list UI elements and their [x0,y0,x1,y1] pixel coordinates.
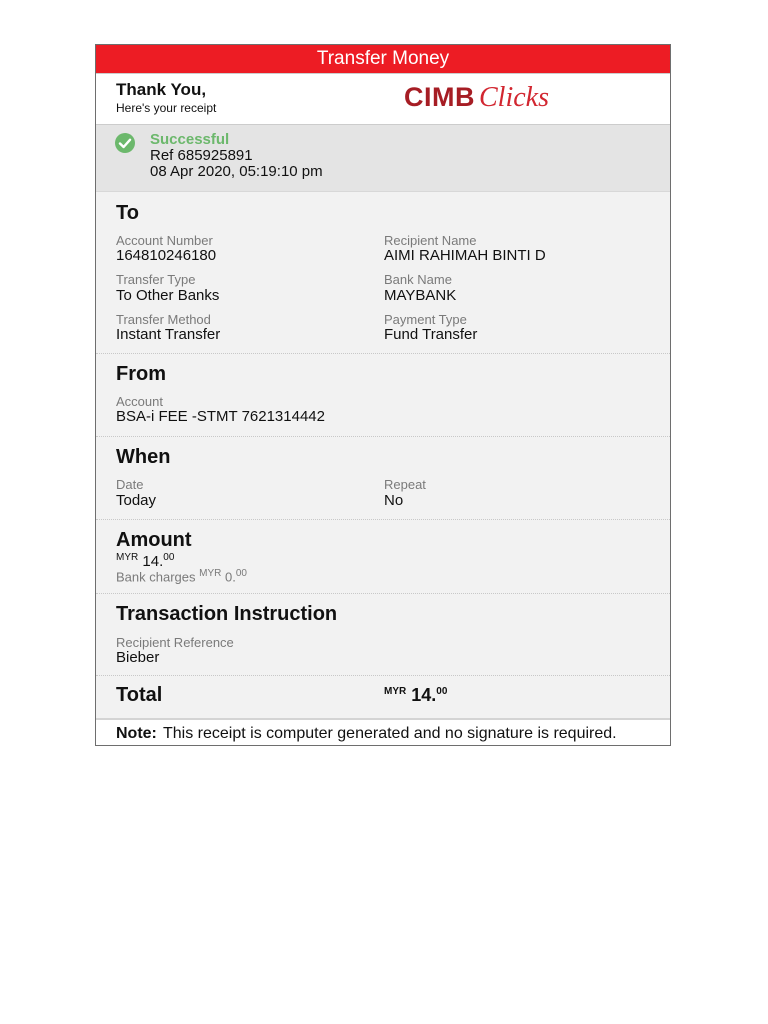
bank-charges-label: Bank charges [116,569,196,585]
section-total [96,676,670,720]
section-heading: Transaction Instruction [116,603,338,625]
currency-code: MYR [116,552,139,563]
field-value: To Other Banks [116,287,220,304]
logo-product: Clicks [479,82,549,113]
note-text: This receipt is computer generated and no signature is required. [163,725,617,742]
field-label: Recipient Name [384,233,477,248]
bank-charges-whole: 0. [224,569,236,585]
field-value: BSA-i FEE -STMT 7621314442 [116,408,325,425]
bank-charges [116,568,247,584]
receipt-body [96,191,670,720]
thanks-title: Thank You, [116,80,207,99]
section-heading: From [116,363,166,385]
amount-whole: 14. [142,553,164,570]
field-label: Bank Name [384,272,452,287]
field-value: Today [116,492,157,509]
status-text: Successful [150,131,230,148]
field-label: Transfer Type [116,272,196,287]
section-from [96,354,670,437]
total-value [384,685,447,706]
total-whole: 14. [411,685,437,705]
receipt-note [96,718,670,746]
field-value: No [384,492,404,509]
currency-code: MYR [384,686,407,697]
section-when [96,437,670,520]
field-label: Payment Type [384,312,467,327]
receipt-card [95,44,671,746]
currency-code: MYR [199,568,222,579]
field-label: Recipient Reference [116,635,234,650]
thanks-header [96,73,670,124]
thanks-subtitle: Here's your receipt [116,101,217,115]
cimb-clicks-logo [404,82,549,116]
field-value: 164810246180 [116,247,217,264]
page-title: Transfer Money [96,45,670,73]
logo-brand: CIMB [404,82,475,112]
section-heading: Amount [116,529,192,551]
total-cents: 00 [436,686,448,697]
note-label: Note: [116,725,157,742]
field-value: Fund Transfer [384,326,478,343]
field-value: MAYBANK [384,287,457,304]
field-label: Account [116,394,163,409]
section-transaction-instruction [96,594,670,676]
field-value: AIMI RAHIMAH BINTI D [384,247,546,264]
field-label: Account Number [116,233,213,248]
check-circle-icon [115,133,135,153]
total-label: Total [116,684,163,706]
field-label: Date [116,477,144,492]
bank-charges-cents: 00 [235,568,247,579]
reference-number: Ref 685925891 [150,147,253,164]
section-heading: When [116,446,171,468]
field-value: Bieber [116,649,160,666]
status-panel [96,124,670,191]
section-heading: To [116,202,139,224]
section-amount [96,520,670,594]
field-label: Repeat [384,477,426,492]
field-value: Instant Transfer [116,326,221,343]
section-to [96,192,670,354]
transaction-datetime: 08 Apr 2020, 05:19:10 pm [150,163,323,180]
field-label: Transfer Method [116,312,211,327]
amount-cents: 00 [163,552,175,563]
